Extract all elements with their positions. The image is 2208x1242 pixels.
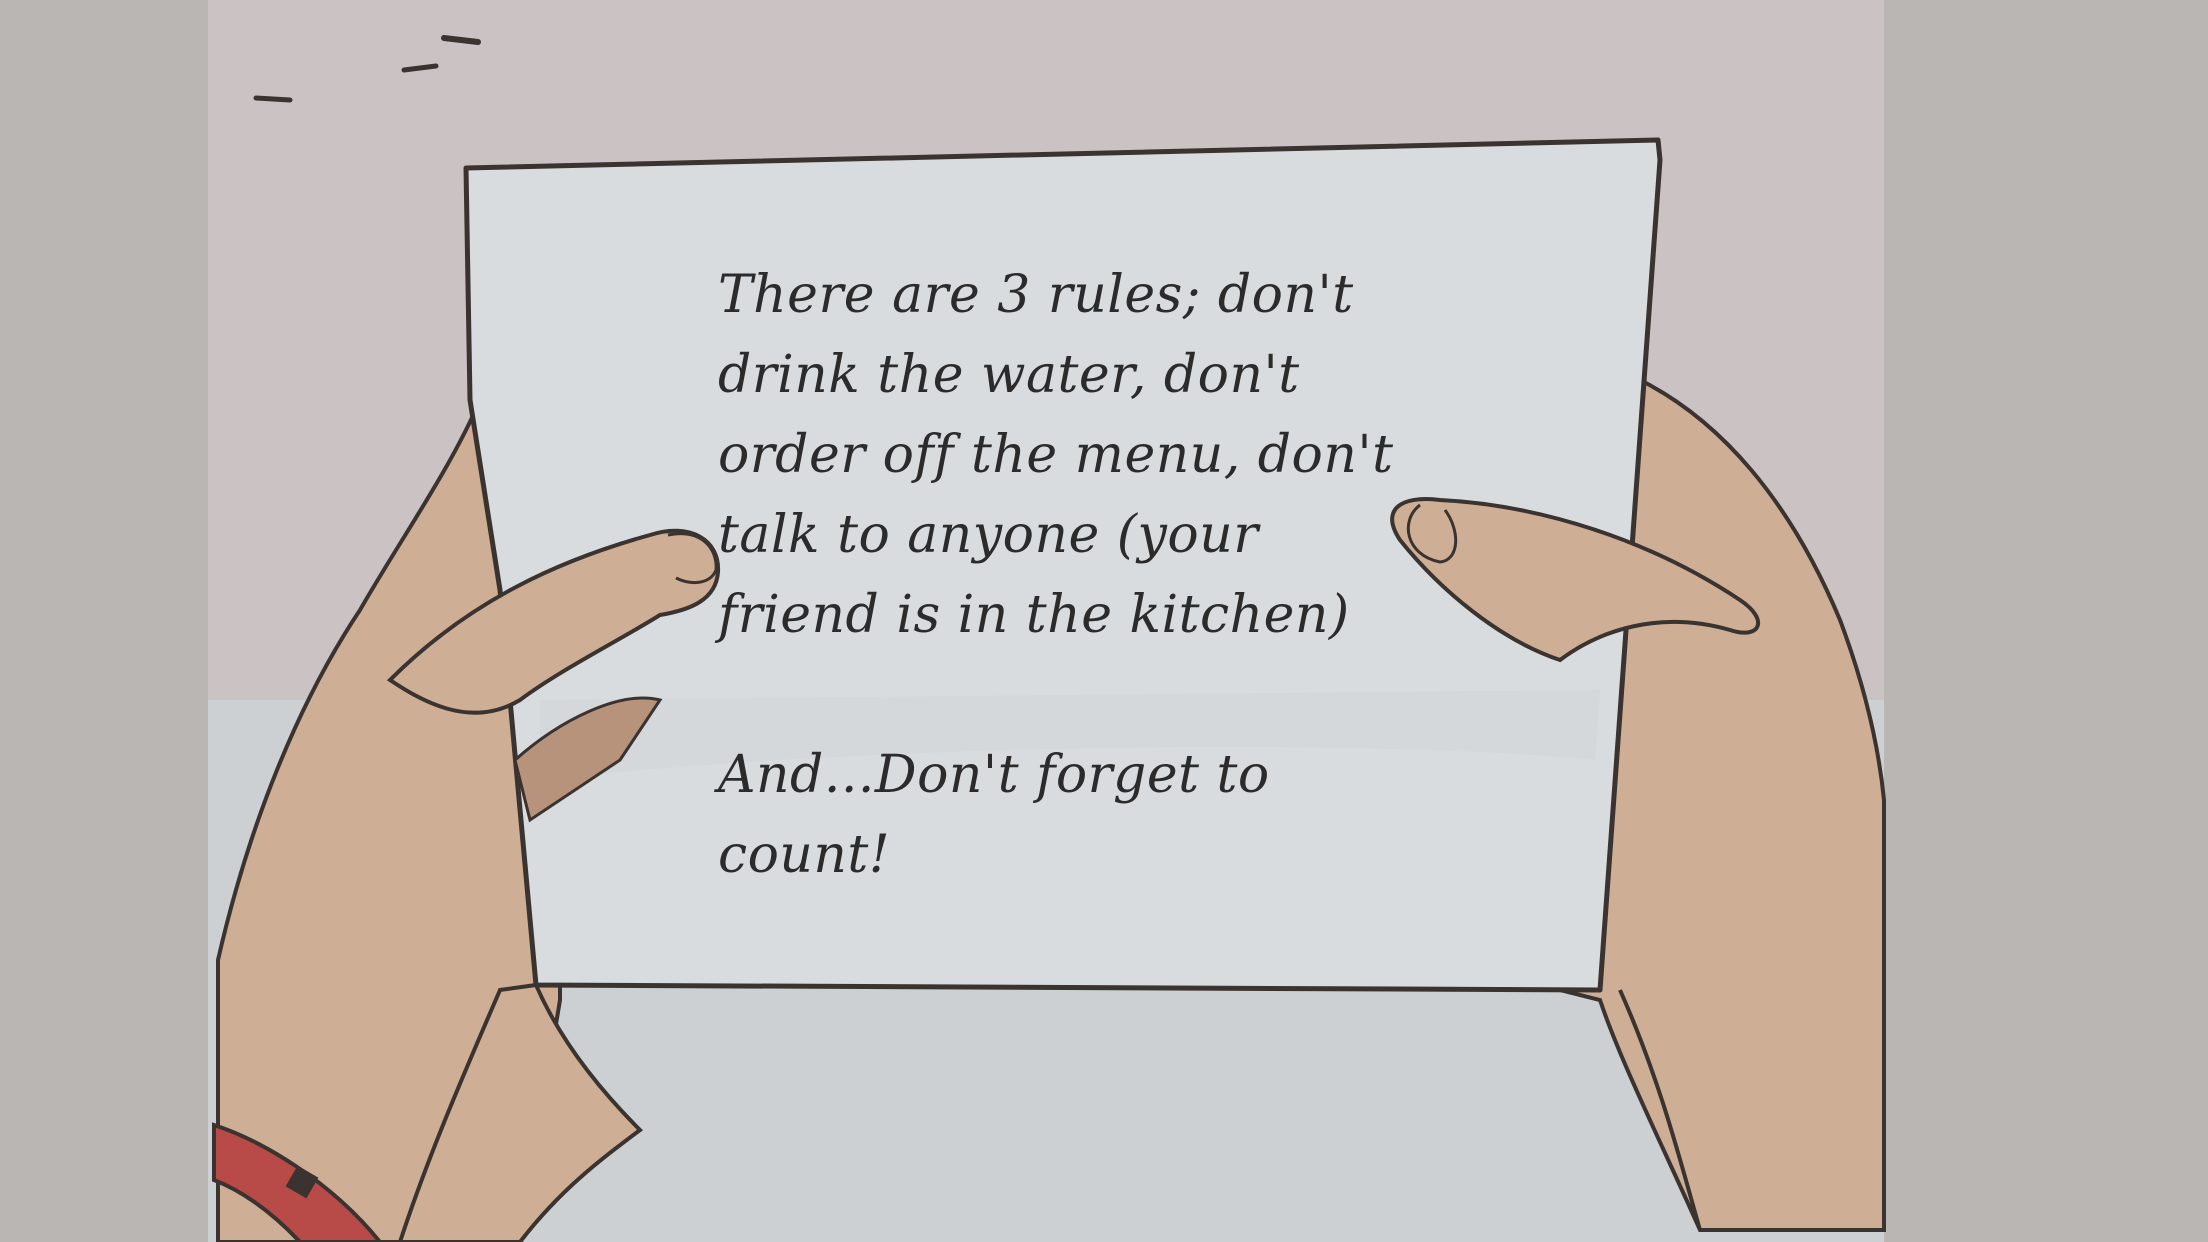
paragraph-gap (718, 655, 1438, 735)
note-line: There are 3 rules; don't (718, 265, 1354, 325)
note-line: drink the water, don't (718, 345, 1300, 405)
motion-mark (444, 38, 478, 42)
note-text (718, 255, 1438, 895)
note-line: count! (718, 825, 891, 885)
note-line: And...Don't forget to (718, 745, 1270, 805)
note-line: order off the menu, don't (718, 425, 1394, 485)
note-line: friend is in the kitchen) (718, 585, 1350, 645)
motion-mark (256, 98, 290, 100)
note-line: talk to anyone (your (718, 505, 1259, 565)
